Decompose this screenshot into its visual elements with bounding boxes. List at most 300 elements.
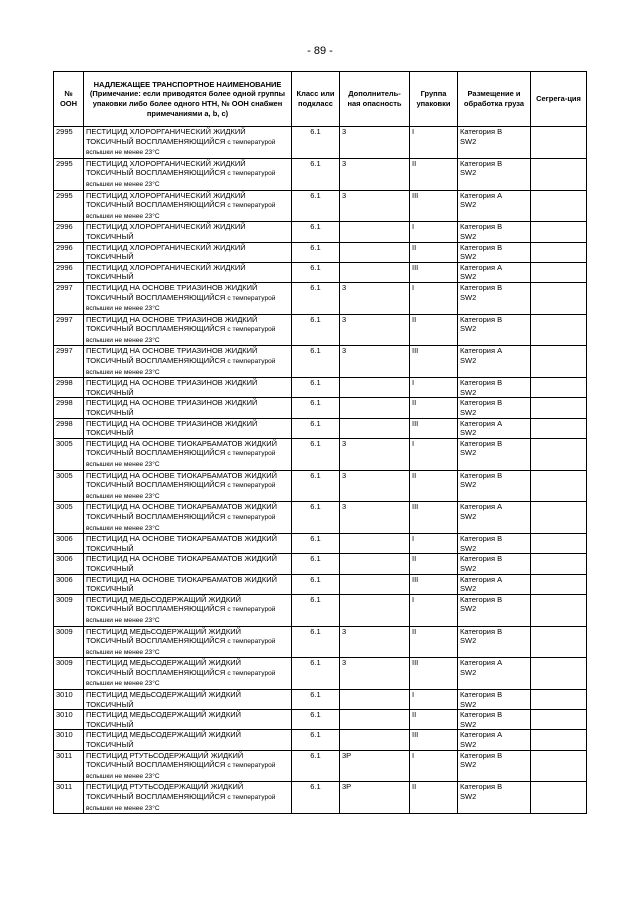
class-cell: 6.1: [292, 782, 340, 814]
table-row: [54, 658, 587, 690]
stowage-code: SW2: [460, 448, 477, 458]
table-row: [54, 127, 587, 159]
shipping-name: ПЕСТИЦИД ХЛОРОРГАНИЧЕСКИЙ ЖИДКИЙ ТОКСИЧНЫЙ ВОСПЛАМЕНЯЮЩИЙСЯ: [86, 190, 246, 210]
header-class: Класс или подкласс: [292, 72, 340, 127]
shipping-name-cell: [84, 750, 292, 782]
header-name-note: (Примечание: если приводятся более одной группы упаковки либо более одного НТН, № ООН снабжен примечаниями a, b, c): [89, 89, 286, 118]
flash-point-note: с температурой вспышки не менее 23°С: [86, 606, 276, 624]
class-cell: 6.1: [292, 127, 340, 159]
un-number-cell: 3010: [54, 710, 84, 730]
un-number-cell: 3011: [54, 782, 84, 814]
shipping-name-cell: [84, 190, 292, 222]
stowage-cell: [458, 658, 531, 690]
table-row: [54, 158, 587, 190]
class-cell: 6.1: [292, 594, 340, 626]
segregation-cell: [531, 418, 587, 438]
packing-group-cell: I: [410, 282, 458, 314]
shipping-name-cell: [84, 690, 292, 710]
packing-group-cell: I: [410, 378, 458, 398]
table-row: [54, 750, 587, 782]
stowage-category: Категория В: [460, 554, 503, 564]
segregation-cell: [531, 730, 587, 750]
stowage-code: SW2: [460, 200, 477, 210]
segregation-cell: [531, 378, 587, 398]
segregation-cell: [531, 782, 587, 814]
stowage-category: Категория В: [460, 782, 503, 792]
shipping-name: ПЕСТИЦИД НА ОСНОВЕ ТРИАЗИНОВ ЖИДКИЙ ТОКСИЧНЫЙ ВОСПЛАМЕНЯЮЩИЙСЯ: [86, 314, 258, 334]
packing-group-cell: III: [410, 262, 458, 282]
subsidiary-risk-cell: [340, 690, 410, 710]
shipping-name: ПЕСТИЦИД РТУТЬСОДЕРЖАЩИЙ ЖИДКИЙ ТОКСИЧНЫЙ ВОСПЛАМЕНЯЮЩИЙСЯ: [86, 750, 244, 770]
un-number-cell: 3006: [54, 534, 84, 554]
class-cell: 6.1: [292, 554, 340, 574]
segregation-cell: [531, 710, 587, 730]
packing-group-cell: II: [410, 554, 458, 574]
stowage-category: Категория В: [460, 626, 503, 636]
packing-group-cell: III: [410, 574, 458, 594]
table-row: [54, 470, 587, 502]
stowage-cell: [458, 222, 531, 242]
flash-point-note: с температурой вспышки не менее 23°С: [86, 326, 276, 344]
stowage-category: Категория А: [460, 502, 503, 512]
table-row: [54, 534, 587, 554]
stowage-code: SW2: [460, 324, 477, 334]
stowage-cell: [458, 314, 531, 346]
subsidiary-risk-cell: 3: [340, 346, 410, 378]
stowage-category: Категория В: [460, 282, 503, 292]
table-row: [54, 730, 587, 750]
un-number-cell: 3005: [54, 502, 84, 534]
subsidiary-risk-cell: 3: [340, 127, 410, 159]
segregation-cell: [531, 127, 587, 159]
shipping-name-cell: [84, 574, 292, 594]
flash-point-note: с температурой вспышки не менее 23°С: [86, 762, 276, 780]
segregation-cell: [531, 574, 587, 594]
table-row: [54, 242, 587, 262]
packing-group-cell: III: [410, 658, 458, 690]
flash-point-note: с температурой вспышки не менее 23°С: [86, 294, 276, 313]
shipping-name: ПЕСТИЦИД ХЛОРОРГАНИЧЕСКИЙ ЖИДКИЙ ТОКСИЧНЫЙ: [86, 262, 246, 282]
un-number-cell: 2995: [54, 127, 84, 159]
flash-point-note: с температурой вспышки не менее 23°С: [86, 202, 276, 220]
shipping-name: ПЕСТИЦИД НА ОСНОВЕ ТИОКАРБАМАТОВ ЖИДКИЙ ТОКСИЧНЫЙ ВОСПЛАМЕНЯЮЩИЙСЯ: [86, 470, 278, 490]
stowage-category: Категория В: [460, 594, 503, 604]
table-row: [54, 282, 587, 314]
stowage-code: SW2: [460, 252, 477, 262]
class-cell: 6.1: [292, 158, 340, 190]
stowage-category: Категория В: [460, 438, 503, 448]
table-row: [54, 346, 587, 378]
table-row: [54, 690, 587, 710]
shipping-name: ПЕСТИЦИД НА ОСНОВЕ ТРИАЗИНОВ ЖИДКИЙ ТОКСИЧНЫЙ: [86, 418, 258, 438]
class-cell: 6.1: [292, 378, 340, 398]
segregation-cell: [531, 594, 587, 626]
shipping-name: ПЕСТИЦИД ХЛОРОРГАНИЧЕСКИЙ ЖИДКИЙ ТОКСИЧНЫЙ: [86, 242, 246, 262]
packing-group-cell: II: [410, 158, 458, 190]
class-cell: 6.1: [292, 314, 340, 346]
stowage-category: Категория А: [460, 658, 503, 668]
stowage-code: SW2: [460, 719, 477, 729]
stowage-code: SW2: [460, 584, 477, 594]
subsidiary-risk-cell: 3: [340, 502, 410, 534]
stowage-cell: [458, 502, 531, 534]
shipping-name-cell: [84, 282, 292, 314]
stowage-code: SW2: [460, 511, 477, 521]
subsidiary-risk-cell: 3Р: [340, 750, 410, 782]
shipping-name-cell: [84, 730, 292, 750]
shipping-name-cell: [84, 222, 292, 242]
stowage-cell: [458, 418, 531, 438]
packing-group-cell: II: [410, 470, 458, 502]
table-row: [54, 502, 587, 534]
un-number-cell: 2996: [54, 262, 84, 282]
shipping-name-cell: [84, 242, 292, 262]
subsidiary-risk-cell: 3: [340, 282, 410, 314]
shipping-name: ПЕСТИЦИД МЕДЬСОДЕРЖАЩИЙ ЖИДКИЙ ТОКСИЧНЫЙ ВОСПЛАМЕНЯЮЩИЙСЯ: [86, 594, 242, 614]
class-cell: 6.1: [292, 658, 340, 690]
stowage-code: SW2: [460, 740, 477, 750]
stowage-category: Категория В: [460, 242, 503, 252]
un-number-cell: 3005: [54, 470, 84, 502]
shipping-name: ПЕСТИЦИД МЕДЬСОДЕРЖАЩИЙ ЖИДКИЙ ТОКСИЧНЫЙ ВОСПЛАМЕНЯЮЩИЙСЯ: [86, 658, 242, 677]
shipping-name: ПЕСТИЦИД НА ОСНОВЕ ТРИАЗИНОВ ЖИДКИЙ ТОКСИЧНЫЙ ВОСПЛАМЕНЯЮЩИЙСЯ: [86, 346, 258, 366]
packing-group-cell: II: [410, 242, 458, 262]
subsidiary-risk-cell: [340, 418, 410, 438]
un-number-cell: 2995: [54, 190, 84, 222]
shipping-name-cell: [84, 658, 292, 690]
table-row: [54, 418, 587, 438]
shipping-name-cell: [84, 534, 292, 554]
stowage-category: Категория А: [460, 262, 503, 272]
packing-group-cell: II: [410, 782, 458, 814]
header-shipping-name: [84, 72, 292, 127]
shipping-name-cell: [84, 470, 292, 502]
subsidiary-risk-cell: [340, 730, 410, 750]
un-number-cell: 2996: [54, 222, 84, 242]
un-number-cell: 3009: [54, 658, 84, 690]
stowage-cell: [458, 626, 531, 658]
shipping-name-cell: [84, 398, 292, 418]
stowage-category: Категория В: [460, 690, 503, 700]
packing-group-cell: I: [410, 127, 458, 159]
page-number: - 89 -: [307, 45, 333, 57]
packing-group-cell: II: [410, 314, 458, 346]
table-header-row: [54, 72, 587, 127]
stowage-code: SW2: [460, 563, 477, 573]
header-stowage: Размещение и обработка груза: [458, 72, 531, 127]
stowage-category: Категория А: [460, 730, 503, 740]
subsidiary-risk-cell: 3: [340, 438, 410, 470]
flash-point-note: с температурой вспышки не менее 23°С: [86, 450, 276, 468]
stowage-category: Категория В: [460, 127, 503, 136]
stowage-cell: [458, 398, 531, 418]
subsidiary-risk-cell: [340, 554, 410, 574]
subsidiary-risk-cell: [340, 222, 410, 242]
segregation-cell: [531, 346, 587, 378]
subsidiary-risk-cell: 3: [340, 158, 410, 190]
stowage-cell: [458, 438, 531, 470]
stowage-code: SW2: [460, 667, 477, 677]
shipping-name: ПЕСТИЦИД НА ОСНОВЕ ТИОКАРБАМАТОВ ЖИДКИЙ ТОКСИЧНЫЙ: [86, 554, 278, 573]
segregation-cell: [531, 158, 587, 190]
stowage-cell: [458, 470, 531, 502]
subsidiary-risk-cell: [340, 710, 410, 730]
stowage-cell: [458, 594, 531, 626]
stowage-cell: [458, 690, 531, 710]
shipping-name-cell: [84, 127, 292, 159]
shipping-name-cell: [84, 782, 292, 814]
header-subsidiary-risk: Дополнитель-ная опасность: [340, 72, 410, 127]
flash-point-note: с температурой вспышки не менее 23°С: [86, 482, 276, 500]
shipping-name: ПЕСТИЦИД НА ОСНОВЕ ТИОКАРБАМАТОВ ЖИДКИЙ ТОКСИЧНЫЙ: [86, 574, 278, 594]
class-cell: 6.1: [292, 574, 340, 594]
shipping-name: ПЕСТИЦИД НА ОСНОВЕ ТРИАЗИНОВ ЖИДКИЙ ТОКСИЧНЫЙ ВОСПЛАМЕНЯЮЩИЙСЯ: [86, 282, 258, 302]
packing-group-cell: I: [410, 594, 458, 626]
shipping-name: ПЕСТИЦИД ХЛОРОРГАНИЧЕСКИЙ ЖИДКИЙ ТОКСИЧНЫЙ: [86, 222, 246, 241]
segregation-cell: [531, 690, 587, 710]
subsidiary-risk-cell: 3: [340, 314, 410, 346]
shipping-name: ПЕСТИЦИД НА ОСНОВЕ ТРИАЗИНОВ ЖИДКИЙ ТОКСИЧНЫЙ: [86, 378, 258, 397]
shipping-name-cell: [84, 710, 292, 730]
flash-point-note: с температурой вспышки не менее 23°С: [86, 794, 276, 812]
stowage-code: SW2: [460, 604, 477, 614]
subsidiary-risk-cell: 3Р: [340, 782, 410, 814]
table-row: [54, 438, 587, 470]
class-cell: 6.1: [292, 470, 340, 502]
shipping-name-cell: [84, 418, 292, 438]
stowage-code: SW2: [460, 387, 477, 397]
flash-point-note: с температурой вспышки не менее 23°С: [86, 358, 276, 376]
class-cell: 6.1: [292, 346, 340, 378]
stowage-cell: [458, 242, 531, 262]
table-row: [54, 398, 587, 418]
shipping-name-cell: [84, 378, 292, 398]
stowage-cell: [458, 346, 531, 378]
header-un-number: № ООН: [54, 72, 84, 127]
stowage-cell: [458, 378, 531, 398]
table-row: [54, 626, 587, 658]
stowage-cell: [458, 190, 531, 222]
stowage-cell: [458, 730, 531, 750]
class-cell: 6.1: [292, 534, 340, 554]
stowage-code: SW2: [460, 792, 477, 801]
segregation-cell: [531, 222, 587, 242]
segregation-cell: [531, 534, 587, 554]
packing-group-cell: I: [410, 690, 458, 710]
subsidiary-risk-cell: [340, 242, 410, 262]
un-number-cell: 2998: [54, 418, 84, 438]
shipping-name-cell: [84, 554, 292, 574]
header-packing-group: Группа упаковки: [410, 72, 458, 127]
segregation-cell: [531, 438, 587, 470]
shipping-name-cell: [84, 594, 292, 626]
shipping-name: ПЕСТИЦИД РТУТЬСОДЕРЖАЩИЙ ЖИДКИЙ ТОКСИЧНЫЙ ВОСПЛАМЕНЯЮЩИЙСЯ: [86, 782, 244, 801]
stowage-code: SW2: [460, 168, 477, 178]
subsidiary-risk-cell: 3: [340, 626, 410, 658]
stowage-category: Категория А: [460, 190, 503, 200]
un-number-cell: 2997: [54, 282, 84, 314]
stowage-category: Категория В: [460, 158, 503, 168]
packing-group-cell: II: [410, 710, 458, 730]
table-row: [54, 554, 587, 574]
segregation-cell: [531, 398, 587, 418]
stowage-code: SW2: [460, 272, 477, 282]
table-row: [54, 262, 587, 282]
segregation-cell: [531, 470, 587, 502]
stowage-cell: [458, 534, 531, 554]
un-number-cell: 3011: [54, 750, 84, 782]
stowage-cell: [458, 782, 531, 814]
class-cell: 6.1: [292, 282, 340, 314]
stowage-category: Категория В: [460, 398, 503, 408]
stowage-code: SW2: [460, 699, 477, 709]
segregation-cell: [531, 262, 587, 282]
un-number-cell: 3005: [54, 438, 84, 470]
packing-group-cell: III: [410, 190, 458, 222]
stowage-category: Категория В: [460, 710, 503, 720]
table-row: [54, 710, 587, 730]
stowage-category: Категория В: [460, 222, 503, 232]
shipping-name-cell: [84, 314, 292, 346]
segregation-cell: [531, 658, 587, 690]
stowage-cell: [458, 282, 531, 314]
stowage-category: Категория А: [460, 346, 503, 356]
stowage-category: Категория В: [460, 534, 503, 544]
un-number-cell: 3009: [54, 626, 84, 658]
subsidiary-risk-cell: [340, 594, 410, 626]
flash-point-note: с температурой вспышки не менее 23°С: [86, 170, 276, 188]
segregation-cell: [531, 502, 587, 534]
stowage-cell: [458, 127, 531, 159]
stowage-category: Категория В: [460, 750, 503, 760]
un-number-cell: 2998: [54, 398, 84, 418]
header-name-title: НАДЛЕЖАЩЕЕ ТРАНСПОРТНОЕ НАИМЕНОВАНИЕ: [93, 79, 282, 89]
packing-group-cell: I: [410, 750, 458, 782]
stowage-code: SW2: [460, 356, 477, 366]
stowage-code: SW2: [460, 636, 477, 646]
packing-group-cell: III: [410, 730, 458, 750]
subsidiary-risk-cell: 3: [340, 658, 410, 690]
table-row: [54, 782, 587, 814]
stowage-cell: [458, 158, 531, 190]
table-row: [54, 190, 587, 222]
class-cell: 6.1: [292, 626, 340, 658]
class-cell: 6.1: [292, 730, 340, 750]
flash-point-note: с температурой вспышки не менее 23°С: [86, 669, 276, 688]
shipping-name: ПЕСТИЦИД МЕДЬСОДЕРЖАЩИЙ ЖИДКИЙ ТОКСИЧНЫЙ: [86, 690, 242, 709]
subsidiary-risk-cell: [340, 378, 410, 398]
un-number-cell: 3006: [54, 574, 84, 594]
flash-point-note: с температурой вспышки не менее 23°С: [86, 138, 276, 157]
stowage-code: SW2: [460, 408, 477, 418]
flash-point-note: с температурой вспышки не менее 23°С: [86, 513, 276, 532]
class-cell: 6.1: [292, 418, 340, 438]
stowage-cell: [458, 750, 531, 782]
class-cell: 6.1: [292, 710, 340, 730]
segregation-cell: [531, 750, 587, 782]
un-number-cell: 2995: [54, 158, 84, 190]
shipping-name: ПЕСТИЦИД НА ОСНОВЕ ТИОКАРБАМАТОВ ЖИДКИЙ ТОКСИЧНЫЙ: [86, 534, 278, 553]
un-number-cell: 3006: [54, 554, 84, 574]
un-number-cell: 3010: [54, 730, 84, 750]
packing-group-cell: I: [410, 534, 458, 554]
segregation-cell: [531, 554, 587, 574]
shipping-name: ПЕСТИЦИД МЕДЬСОДЕРЖАЩИЙ ЖИДКИЙ ТОКСИЧНЫЙ: [86, 730, 242, 750]
shipping-name-cell: [84, 158, 292, 190]
subsidiary-risk-cell: 3: [340, 470, 410, 502]
segregation-cell: [531, 190, 587, 222]
un-number-cell: 2997: [54, 314, 84, 346]
class-cell: 6.1: [292, 222, 340, 242]
stowage-code: SW2: [460, 231, 477, 241]
table-row: [54, 594, 587, 626]
un-number-cell: 2996: [54, 242, 84, 262]
packing-group-cell: II: [410, 626, 458, 658]
un-number-cell: 3009: [54, 594, 84, 626]
shipping-name-cell: [84, 502, 292, 534]
subsidiary-risk-cell: [340, 398, 410, 418]
segregation-cell: [531, 242, 587, 262]
shipping-name: ПЕСТИЦИД ХЛОРОРГАНИЧЕСКИЙ ЖИДКИЙ ТОКСИЧНЫЙ ВОСПЛАМЕНЯЮЩИЙСЯ: [86, 127, 246, 146]
stowage-cell: [458, 262, 531, 282]
shipping-name-cell: [84, 346, 292, 378]
packing-group-cell: I: [410, 438, 458, 470]
shipping-name-cell: [84, 626, 292, 658]
segregation-cell: [531, 314, 587, 346]
stowage-category: Категория А: [460, 418, 503, 428]
packing-group-cell: III: [410, 418, 458, 438]
header-segregation: Сегрега-ция: [531, 72, 587, 127]
stowage-code: SW2: [460, 543, 477, 553]
subsidiary-risk-cell: 3: [340, 190, 410, 222]
packing-group-cell: III: [410, 346, 458, 378]
stowage-code: SW2: [460, 136, 477, 146]
stowage-code: SW2: [460, 292, 477, 302]
shipping-name: ПЕСТИЦИД НА ОСНОВЕ ТИОКАРБАМАТОВ ЖИДКИЙ ТОКСИЧНЫЙ ВОСПЛАМЕНЯЮЩИЙСЯ: [86, 438, 278, 458]
dangerous-goods-table: [53, 71, 587, 814]
un-number-cell: 2998: [54, 378, 84, 398]
class-cell: 6.1: [292, 690, 340, 710]
stowage-code: SW2: [460, 428, 477, 438]
un-number-cell: 3010: [54, 690, 84, 710]
stowage-category: Категория В: [460, 378, 503, 388]
table-row: [54, 222, 587, 242]
stowage-cell: [458, 574, 531, 594]
shipping-name: ПЕСТИЦИД МЕДЬСОДЕРЖАЩИЙ ЖИДКИЙ ТОКСИЧНЫЙ ВОСПЛАМЕНЯЮЩИЙСЯ: [86, 626, 242, 646]
shipping-name: ПЕСТИЦИД ХЛОРОРГАНИЧЕСКИЙ ЖИДКИЙ ТОКСИЧНЫЙ ВОСПЛАМЕНЯЮЩИЙСЯ: [86, 158, 246, 178]
stowage-code: SW2: [460, 480, 477, 490]
table-row: [54, 574, 587, 594]
shipping-name: ПЕСТИЦИД НА ОСНОВЕ ТРИАЗИНОВ ЖИДКИЙ ТОКСИЧНЫЙ: [86, 398, 258, 418]
packing-group-cell: II: [410, 398, 458, 418]
stowage-cell: [458, 710, 531, 730]
class-cell: 6.1: [292, 242, 340, 262]
class-cell: 6.1: [292, 438, 340, 470]
class-cell: 6.1: [292, 398, 340, 418]
subsidiary-risk-cell: [340, 262, 410, 282]
stowage-category: Категория В: [460, 470, 503, 480]
flash-point-note: с температурой вспышки не менее 23°С: [86, 638, 276, 656]
table-row: [54, 314, 587, 346]
class-cell: 6.1: [292, 750, 340, 782]
subsidiary-risk-cell: [340, 534, 410, 554]
stowage-code: SW2: [460, 760, 477, 770]
shipping-name: ПЕСТИЦИД МЕДЬСОДЕРЖАЩИЙ ЖИДКИЙ ТОКСИЧНЫЙ: [86, 710, 242, 729]
shipping-name-cell: [84, 438, 292, 470]
shipping-name: ПЕСТИЦИД НА ОСНОВЕ ТИОКАРБАМАТОВ ЖИДКИЙ ТОКСИЧНЫЙ ВОСПЛАМЕНЯЮЩИЙСЯ: [86, 502, 278, 521]
table-body: [54, 127, 587, 814]
stowage-category: Категория А: [460, 574, 503, 584]
